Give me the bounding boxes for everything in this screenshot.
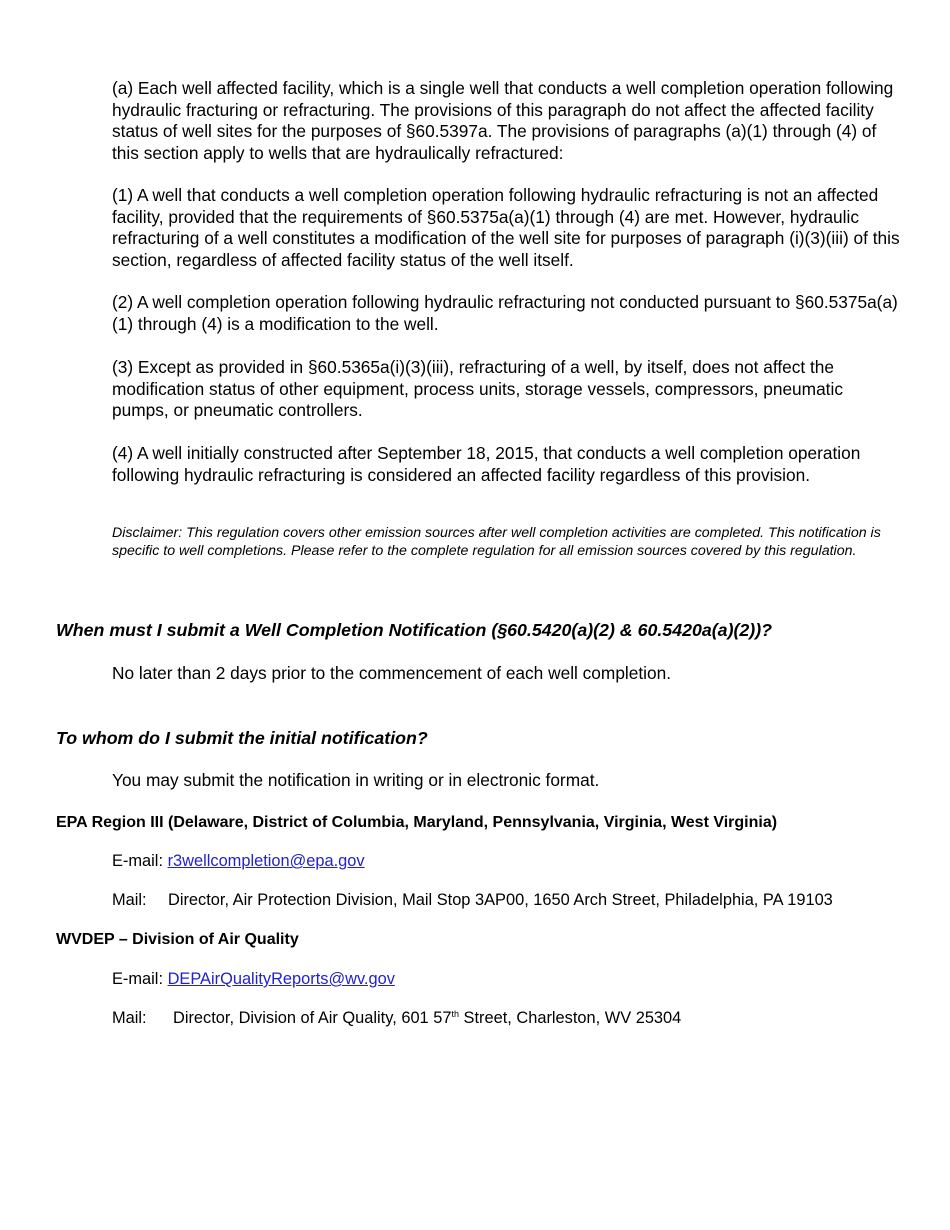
whom-body: You may submit the notification in writing or in electronic format. [112,770,600,790]
wvdep-email-line [112,970,395,989]
wvdep-email-link[interactable]: DEPAirQualityReports@wv.gov [167,970,395,988]
paragraph-4: (4) A well initially constructed after September 18, 2015, that conducts a well completion operation following hydraulic refracturing is considered an affected facility regardless of this provision. [112,443,861,485]
wvdep-mail-address [173,1009,681,1027]
wvdep-mail-line [112,1009,681,1028]
wvdep-email-label: E-mail: [112,970,163,988]
paragraph-2: (2) A well completion operation following hydraulic refracturing not conducted pursuant to §60.5375a(a)(1) through (4) is a modification to the well. [112,292,898,334]
epa-mail-line [112,891,833,910]
disclaimer: Disclaimer: This regulation covers other emission sources after well completion activities are completed. This notification is specific to well completions. Please refer to the complete regulation for all emission sources covered by this regulation. [112,525,881,559]
wvdep-mail-superscript: th [451,1009,459,1019]
epa-email-line [112,852,365,871]
wvdep-mail-label: Mail: [112,1009,147,1027]
paragraph-1: (1) A well that conducts a well completion operation following hydraulic refracturing is not an affected facility, provided that the requirements of §60.5375a(a)(1) through (4) are met. However, hydraulic refracturing of a well constitutes a modification of the well site for purposes of paragraph (i)(3)(iii) of this section, regardless of affected facility status of the well itself. [112,185,900,270]
epa-heading: EPA Region III (Delaware, District of Columbia, Maryland, Pennsylvania, Virginia, West Virginia) [56,814,778,831]
epa-email-label: E-mail: [112,852,163,870]
epa-mail-address: Director, Air Protection Division, Mail Stop 3AP00, 1650 Arch Street, Philadelphia, PA 19103 [168,891,833,909]
when-heading: When must I submit a Well Completion Notification (§60.5420(a)(2) & 60.5420a(a)(2))? [56,620,772,640]
whom-heading: To whom do I submit the initial notification? [56,728,428,748]
epa-mail-label: Mail: [112,891,147,909]
wvdep-mail-address-part1: Director, Division of Air Quality, 601 57 [173,1009,452,1027]
paragraph-3: (3) Except as provided in §60.5365a(i)(3)(iii), refracturing of a well, by itself, does not affect the modification status of other equipment, process units, storage vessels, compressors, pneumatic pumps, or pneumatic controllers. [112,357,843,420]
wvdep-mail-address-part2: Street, Charleston, WV 25304 [458,1009,682,1027]
epa-email-link[interactable]: r3wellcompletion@epa.gov [167,852,365,870]
paragraph-a: (a) Each well affected facility, which is a single well that conducts a well completion operation following hydraulic fracturing or refracturing. The provisions of this paragraph do not affect the affected facility status of well sites for the purposes of §60.5397a. The provisions of paragraphs (a)(1) through (4) of this section apply to wells that are hydraulically refractured: [112,78,894,163]
wvdep-heading: WVDEP – Division of Air Quality [56,931,299,948]
when-body: No later than 2 days prior to the commencement of each well completion. [112,663,672,683]
